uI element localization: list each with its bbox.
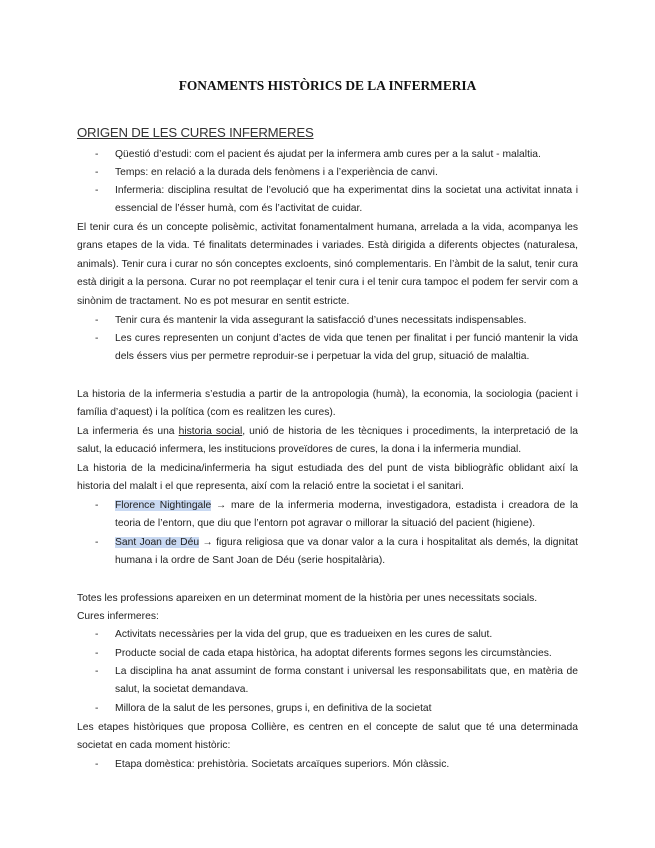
list-item-text: Millora de la salut de les persones, grups i, en definitiva de la societat — [115, 703, 432, 714]
list-item — [77, 645, 578, 663]
document-title: FONAMENTS HISTÒRICS DE LA INFERMERIA — [178, 78, 477, 93]
bullet-dash: - — [95, 167, 99, 178]
bullet-dash: - — [95, 149, 99, 160]
bullet-dash: - — [95, 648, 99, 659]
paragraph: Les etapes històriques que proposa Collière, es centren en el concepte de salut que té una determinada societat en cada moment històric: — [77, 722, 578, 752]
paragraph: La historia de la medicina/infermeria ha sigut estudiada des del punt de vista bibliogràfic oblidant així la historia del malalt i el que representa, així com la relació entre la societat i el sanitari. — [77, 463, 578, 493]
list-item-text: Temps: en relació a la durada dels fenòmens i a l’experiència de canvi. — [115, 167, 438, 178]
list-item-text: Activitats necessàries per la vida del grup, que es tradueixen en les cures de salut. — [115, 629, 493, 640]
highlighted-name: Sant Joan de Déu — [115, 537, 200, 548]
highlighted-name: Florence Nightingale — [115, 500, 212, 511]
list-item-text: Tenir cura és mantenir la vida assegurant la satisfacció d’unes necessitats indispensables. — [115, 315, 527, 326]
paragraph: Totes les professions apareixen en un determinat moment de la història per unes necessitats socials. — [77, 593, 538, 604]
list-item-text: La disciplina ha anat assumint de forma constant i universal les responsabilitats que, en matèria de salut, la societat demandava. — [115, 666, 578, 696]
list-item — [77, 700, 578, 718]
bullet-dash: - — [95, 185, 99, 196]
bullet-dash: - — [95, 333, 99, 344]
list-item — [77, 146, 578, 164]
paragraph-text: La infermeria és una — [77, 426, 179, 437]
paragraph: El tenir cura és un concepte polisèmic, activitat fonamentalment humana, arrelada a la vida, acompanya les grans etapes de la vida. Té finalitats determinades i variades. Està dirigida a diferents objectes (naturalesa, animals). Tenir cura i curar no són conceptes excloents, sinó complementaris. En l’àmbit de la salut, tenir cura està dirigit a la persona. Curar no pot reemplaçar el tenir cura i el tenir cura tampoc el podem fer servir com a sinònim de tractament. No es pot mesurar en sentit estricte. — [77, 222, 578, 307]
list-item-text — [115, 534, 578, 571]
bullet-dash: - — [95, 666, 99, 677]
list-item-text: Producte social de cada etapa històrica, ha adoptat diferents formes segons les circumstàncies. — [115, 648, 552, 659]
list-item-text: Etapa domèstica: prehistòria. Societats arcaïques superiors. Món clàssic. — [115, 759, 450, 770]
list-item-text: Les cures representen un conjunt d’actes de vida que tenen per finalitat i per funció mantenir la vida dels éssers vius per permetre reproduir-se i perpetuar la vida del grup, situació de malaltia. — [115, 333, 578, 363]
bullet-dash: - — [95, 759, 99, 770]
bullet-dash: - — [95, 537, 99, 548]
list-item-text — [115, 497, 578, 534]
paragraph — [77, 423, 578, 460]
list-item-text: Qüestió d’estudi: com el pacient és ajudat per la infermera amb cures per a la salut - malaltia. — [115, 149, 541, 160]
list-item-rest: → mare de la infermeria moderna, investigadora, estadista i creadora de la teoria de l’entorn, que diu que l’entorn pot agravar o millorar la situació del pacient (higiene). — [115, 500, 578, 530]
list-item — [77, 164, 578, 182]
bullet-dash: - — [95, 629, 99, 640]
list-item — [77, 534, 578, 571]
list-item-text: Infermeria: disciplina resultat de l’evolució que ha experimentat dins la societat una activitat innata i essencial de l’ésser humà, com és l’activitat de cuidar. — [115, 185, 578, 215]
paragraph: Cures infermeres: — [77, 611, 159, 622]
list-item — [77, 497, 578, 534]
bullet-dash: - — [95, 703, 99, 714]
list-item — [77, 663, 578, 700]
bullet-dash: - — [95, 315, 99, 326]
paragraph: La historia de la infermeria s’estudia a partir de la antropologia (humà), la economia, la sociologia (pacient i família d’aquest) i la política (com es realitzen les cures). — [77, 389, 578, 419]
bullet-dash: - — [95, 500, 99, 511]
list-item — [77, 756, 578, 774]
list-item — [77, 330, 578, 367]
list-item — [77, 626, 578, 644]
paragraph-text: , unió de historia de les tècniques i procediments, la interpretació de la salut, la educació infermera, les institucions proveïdores de cures, la dona i la infermeria mundial. — [77, 426, 578, 456]
list-item — [77, 312, 578, 330]
list-item-rest: → figura religiosa que va donar valor a la cura i hospitalitat als demés, la dignitat humana i la ordre de Sant Joan de Déu (serie hospitalària). — [115, 537, 578, 567]
historia-social-link[interactable]: historia social — [178, 426, 243, 437]
section-heading: ORIGEN DE LES CURES INFERMERES — [77, 125, 314, 140]
list-item — [77, 182, 578, 219]
